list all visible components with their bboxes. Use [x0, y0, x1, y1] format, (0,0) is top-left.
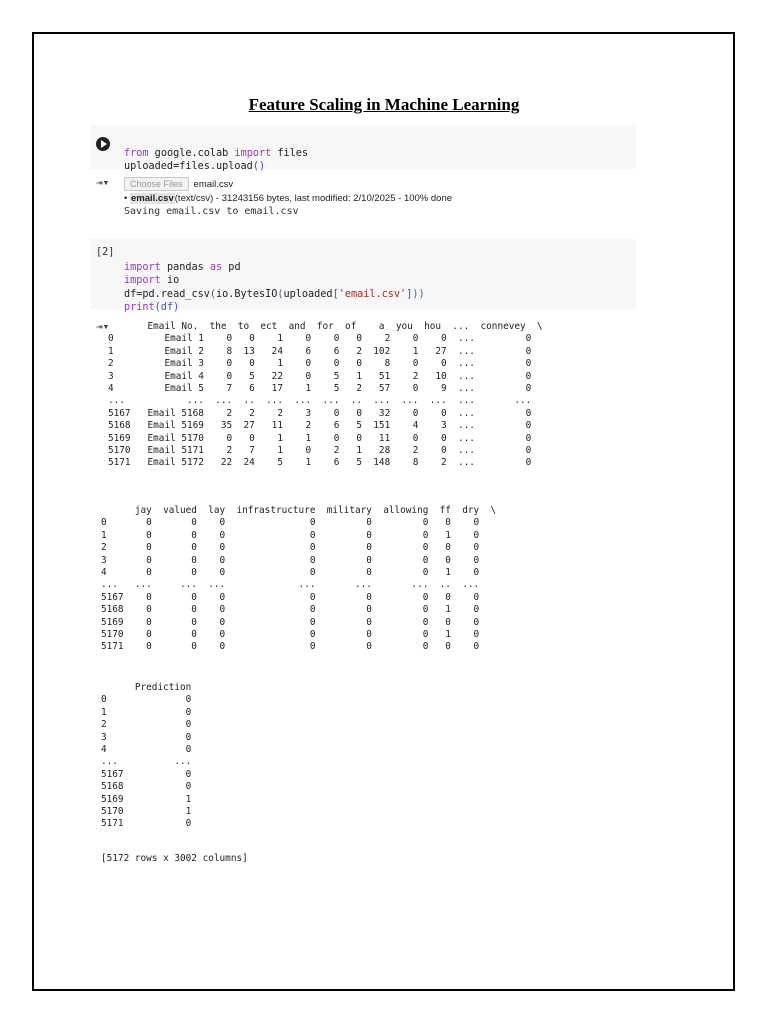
code-token: ()	[252, 161, 266, 172]
keyword: from	[124, 147, 149, 159]
choose-files-button[interactable]: Choose Files	[124, 177, 189, 191]
uploaded-file-info	[124, 193, 452, 204]
code-cell-1-source[interactable]	[124, 133, 308, 174]
code-line	[124, 161, 265, 172]
keyword: import	[124, 275, 161, 286]
code-token: uploaded=files.upload	[124, 161, 253, 172]
keyword: import	[124, 261, 161, 273]
code-line	[124, 302, 179, 313]
execution-count: [2]	[96, 247, 115, 258]
dataframe-shape-summary: [5172 rows x 3002 columns]	[101, 853, 248, 864]
code-token: google.colab	[148, 147, 235, 159]
dataframe-output-part-3: Prediction 0 0 1 0 2 0 3 0 4 0 ... ... 5167 0 5168 0 5169 1 5170 1 5171 0	[101, 682, 192, 830]
code-token: uploaded	[283, 288, 333, 300]
output-toggle-icon[interactable]: ⇥▾	[96, 176, 110, 189]
code-token: io.BytesIO	[216, 288, 278, 300]
uploaded-file-name: email.csv	[130, 193, 174, 204]
code-token: pd	[222, 261, 241, 273]
saving-status: Saving email.csv to email.csv	[124, 206, 299, 217]
code-token: files	[271, 147, 309, 159]
bullet: •	[124, 193, 128, 204]
selected-file-label: email.csv	[193, 178, 234, 190]
keyword: import	[234, 147, 272, 159]
code-token: (df)	[154, 302, 180, 313]
code-line	[124, 289, 425, 300]
code-token: [	[332, 288, 339, 300]
code-token: df=pd.read_csv	[124, 288, 210, 300]
code-line	[124, 275, 179, 286]
keyword: as	[209, 261, 223, 273]
code-line	[124, 262, 241, 273]
keyword: print	[124, 302, 155, 313]
code-line	[124, 148, 308, 159]
code-token: ]))	[406, 288, 425, 300]
code-token: (	[209, 288, 217, 300]
run-cell-button[interactable]	[96, 137, 110, 151]
output-toggle-icon[interactable]: ⇥▾	[96, 320, 110, 333]
code-token: pandas	[160, 261, 210, 273]
code-token: io	[160, 275, 180, 286]
page-title: Feature Scaling in Machine Learning	[248, 95, 520, 114]
string-literal: 'email.csv'	[338, 288, 407, 300]
file-upload-row	[124, 177, 233, 191]
code-cell-2-source[interactable]	[124, 247, 425, 315]
dataframe-output-part-2: jay valued lay infrastructure military allowing ff dry \ 0 0 0 0 0 0 0 0 0 1 0 0 0 0 0 0 1 0 2 0 0 0 0 0 0 0 0 3 0 0 0 0 0 0 0 0 4 0 0 0 0 0 0 1 0 ... ... ... ... ... ... ... .. ... 5167 0 0 0 0 0 0 0 0 5168 0 0 0 0 0 0 1 0 5169 0 0 0 0 0 0 0 0 5170 0 0 0 0 0 0 1 0 5171 0 0 0 0 0 0 0 0	[101, 505, 497, 653]
uploaded-file-details: (text/csv) - 31243156 bytes, last modified: 2/10/2025 - 100% done	[174, 193, 453, 204]
dataframe-output-part-1: Email No. the to ect and for of a you hou ... connevey \ 0 Email 1 0 0 1 0 0 0 2 0 0 ... 0 1 Email 2 8 13 24 6 6 2 102 1 27 ... 0 2 Email 3 0 0 1 0 0 0 8 0 0 ... 0 3 Email 4 0 5 22 0 5 1 51 2 10 ... 0 4 Email 5 7 6 17 1 5 2 57 0 9 ... 0 ... ... ... .. ... ... ... .. ... ... ... ... ... 5167 Email 5168 2 2 2 3 0 0 32 0 0 ... 0 5168 Email 5169 35 27 11 2 6 5 151 4 3 ... 0 5169 Email 5170 0 0 1 1 0 0 11 0 0 ... 0 5170 Email 5171 2 7 1 0 2 1 28 2 0 ... 0 5171 Email 5172 22 24 5 1 6 5 148 8 2 ... 0	[108, 321, 543, 469]
code-token: (	[277, 288, 284, 300]
